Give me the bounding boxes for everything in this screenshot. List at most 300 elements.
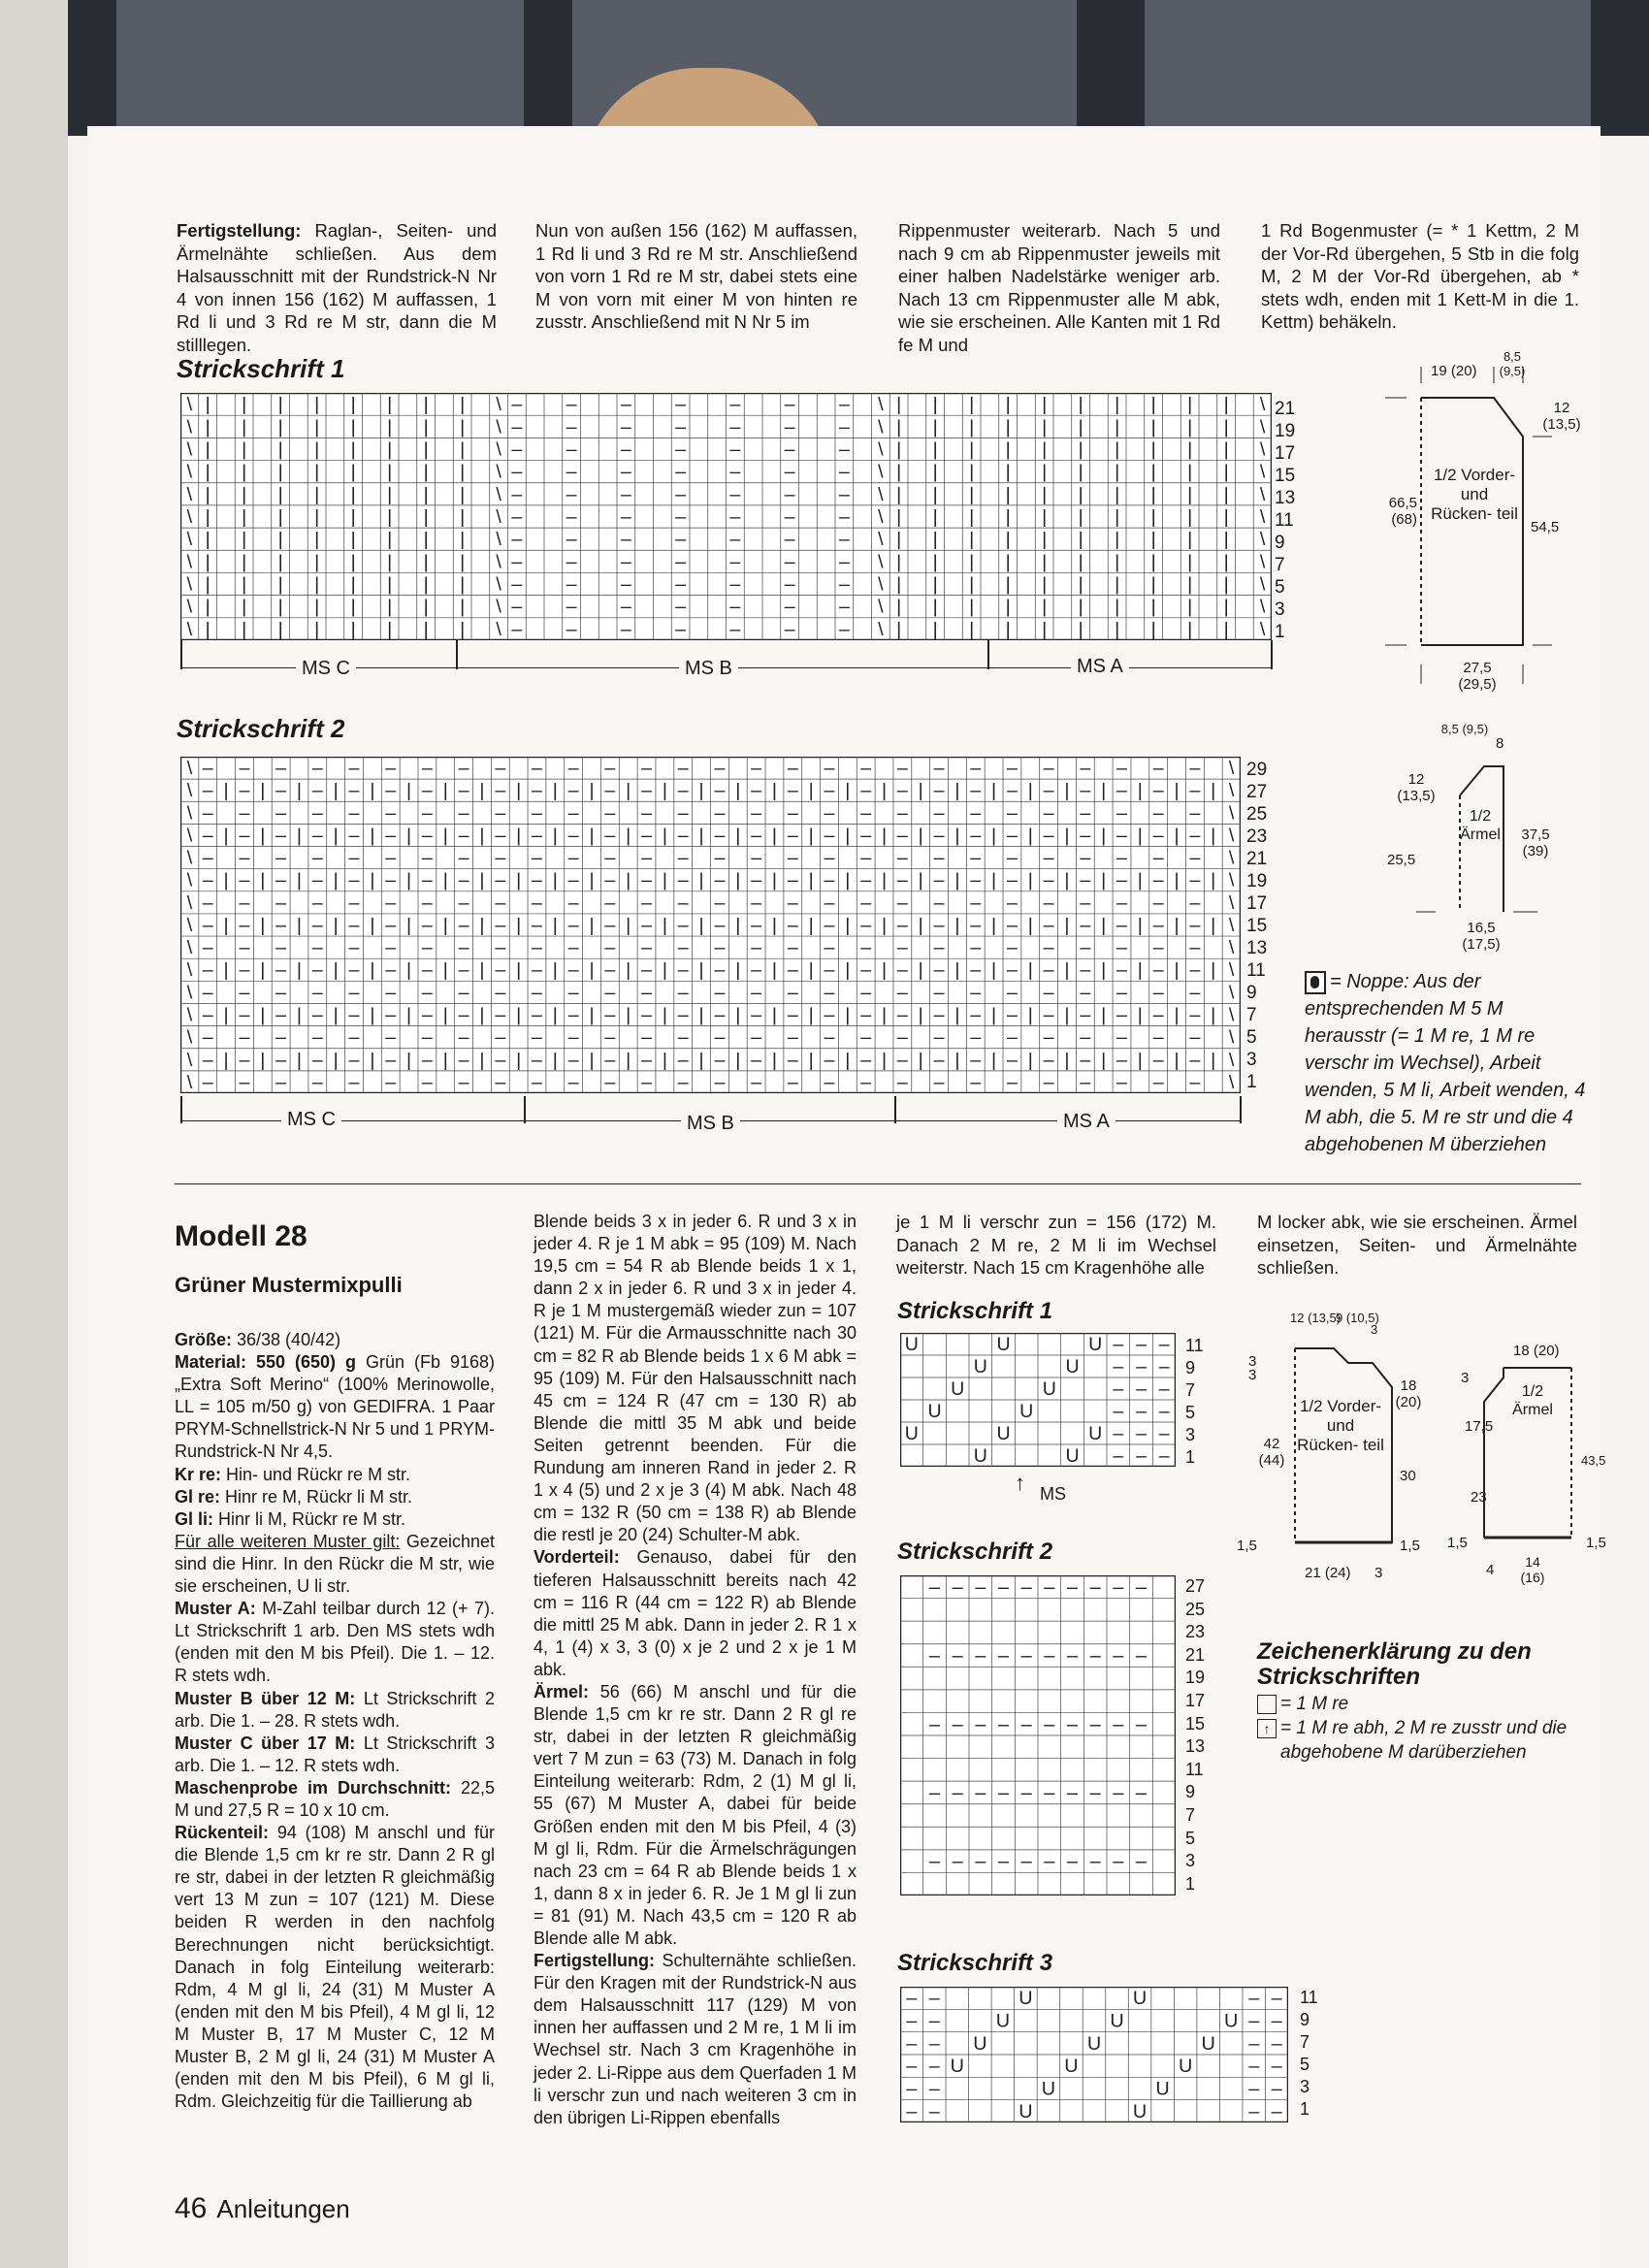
stitch-symbol: –	[714, 758, 726, 780]
stitch-symbol: –	[1189, 1071, 1201, 1093]
stitch-symbol: –	[1271, 1988, 1282, 2010]
stitch-symbol: –	[1006, 802, 1018, 825]
stitch-symbol: –	[677, 982, 689, 1004]
stitch-symbol: |	[1187, 483, 1193, 505]
stitch-symbol: U	[1110, 2010, 1124, 2032]
stitch-symbol: –	[275, 914, 287, 936]
row-number: 21	[1246, 849, 1268, 869]
stitch-symbol: \	[1259, 618, 1266, 640]
stitch-symbol: –	[714, 1049, 726, 1071]
stitch-symbol: \	[1259, 596, 1266, 618]
stitch-symbol: |	[333, 1004, 339, 1026]
stitch-symbol: U	[1018, 1988, 1033, 2010]
section-divider	[175, 1183, 1581, 1184]
stitch-symbol: |	[1115, 416, 1120, 438]
stitch-symbol: |	[808, 780, 814, 802]
stitch-symbol: |	[370, 1049, 375, 1071]
stitch-symbol: –	[784, 551, 795, 573]
stitch-symbol: –	[1135, 1645, 1148, 1668]
stitch-symbol: –	[641, 1071, 653, 1093]
stitch-symbol: –	[1116, 1049, 1127, 1071]
stitch-symbol: |	[277, 438, 283, 461]
stitch-symbol: –	[532, 914, 542, 936]
stitch-symbol: \	[1228, 758, 1235, 780]
ms-divider	[1271, 640, 1273, 669]
stitch-symbol: \	[186, 758, 193, 780]
ms-b-label-2: MS B	[681, 1113, 740, 1135]
stitch-symbol: –	[1135, 1782, 1148, 1804]
stitch-symbol: |	[1174, 1049, 1180, 1071]
stitch-symbol: |	[1223, 438, 1229, 461]
stitch-symbol: –	[311, 914, 323, 936]
stitch-symbol: |	[845, 869, 851, 891]
stitch-symbol: |	[991, 959, 997, 982]
stitch-symbol: |	[314, 416, 320, 438]
stitch-symbol: –	[1020, 1851, 1032, 1873]
stitch-symbol: –	[511, 483, 523, 505]
stitch-symbol: –	[1189, 959, 1201, 982]
stitch-symbol: –	[784, 529, 795, 551]
stitch-symbol: –	[970, 780, 982, 802]
stitch-symbol: |	[845, 959, 851, 982]
stitch-symbol: –	[928, 1988, 940, 2010]
bottom-col-4: M locker abk, wie sie erscheinen. Ärmel einsetzen, Seiten- und Ärmelnähte schließen.	[1257, 1212, 1577, 1278]
stitch-symbol: |	[516, 959, 522, 982]
stitch-symbol: U	[1088, 1333, 1103, 1355]
stitch-symbol: –	[1189, 937, 1201, 959]
row-number: 3	[1185, 1425, 1196, 1444]
stitch-symbol: –	[566, 461, 577, 483]
stitch-symbol: –	[1116, 825, 1127, 847]
row-number: 7	[1300, 2032, 1310, 2052]
stitch-symbol: \	[1259, 551, 1266, 573]
stitch-symbol: –	[1113, 1333, 1124, 1355]
row-number: 25	[1185, 1599, 1206, 1619]
stitch-symbol: |	[1005, 438, 1011, 461]
stitch-symbol: |	[277, 551, 283, 573]
stitch-symbol: –	[275, 847, 287, 869]
stitch-symbol: –	[421, 1071, 433, 1093]
stitch-symbol: –	[1152, 758, 1164, 780]
stitch-symbol: |	[350, 505, 356, 528]
stitch-symbol: –	[348, 1026, 360, 1049]
stitch-symbol: –	[275, 891, 287, 914]
row-number: 17	[1246, 893, 1268, 914]
stitch-symbol: –	[421, 1004, 433, 1026]
stitch-symbol: |	[333, 914, 339, 936]
stitch-symbol: –	[385, 1071, 397, 1093]
stitch-symbol: |	[1137, 914, 1143, 936]
stitch-symbol: –	[567, 959, 579, 982]
stitch-symbol: |	[589, 825, 595, 847]
stitch-symbol: –	[751, 959, 762, 982]
stitch-symbol: |	[1064, 959, 1070, 982]
stitch-symbol: –	[1113, 1422, 1124, 1444]
stitch-symbol: –	[1248, 2056, 1260, 2078]
stitch-symbol: |	[423, 596, 429, 618]
stitch-symbol: –	[604, 959, 616, 982]
stitch-symbol: –	[677, 802, 689, 825]
stitch-symbol: –	[532, 1004, 542, 1026]
stitch-symbol: \	[186, 780, 193, 802]
stitch-symbol: |	[387, 551, 393, 573]
stitch-symbol: –	[311, 758, 323, 780]
chart1-row-numbers	[1275, 398, 1295, 643]
stitch-symbol: |	[223, 914, 229, 936]
stitch-symbol: –	[714, 869, 726, 891]
row-number: 1	[1185, 1447, 1196, 1467]
stitch-symbol: –	[1113, 1713, 1124, 1735]
stitch-symbol: –	[729, 394, 741, 416]
stitch-symbol: |	[932, 505, 938, 528]
stitch-symbol: |	[1005, 596, 1011, 618]
stitch-symbol: |	[698, 1004, 704, 1026]
stitch-symbol: |	[387, 438, 393, 461]
stitch-symbol: |	[442, 959, 448, 982]
stitch-symbol: |	[771, 869, 778, 891]
stitch-symbol: –	[458, 802, 469, 825]
stitch-symbol: –	[1044, 1782, 1055, 1804]
stitch-symbol: |	[1042, 529, 1048, 551]
stitch-symbol: |	[771, 914, 778, 936]
stitch-symbol: –	[202, 937, 213, 959]
stitch-symbol: –	[1066, 1576, 1079, 1599]
ms-divider	[1240, 1096, 1242, 1123]
stitch-symbol: |	[552, 959, 558, 982]
stitch-symbol: –	[348, 758, 360, 780]
stitch-symbol: –	[641, 1026, 653, 1049]
row-number: 19	[1185, 1668, 1206, 1688]
stitch-symbol: –	[620, 573, 631, 596]
stitch-symbol: –	[275, 869, 287, 891]
stitch-symbol: \	[1228, 959, 1235, 982]
stitch-symbol: –	[1080, 982, 1091, 1004]
stitch-symbol: –	[784, 618, 795, 640]
stitch-symbol: –	[824, 914, 835, 936]
stitch-symbol: –	[532, 959, 542, 982]
stitch-symbol: –	[928, 2100, 940, 2122]
stitch-symbol: |	[205, 461, 210, 483]
stitch-symbol: |	[1115, 483, 1120, 505]
stitch-symbol: \	[496, 529, 501, 551]
stitch-symbol: –	[239, 1026, 250, 1049]
stitch-symbol: –	[604, 1026, 616, 1049]
stitch-symbol: |	[277, 529, 283, 551]
stitch-symbol: –	[860, 780, 872, 802]
stitch-symbol: –	[1152, 914, 1164, 936]
stitch-symbol: –	[1152, 869, 1164, 891]
stitch-symbol: –	[1043, 825, 1054, 847]
stitch-symbol: |	[1078, 573, 1083, 596]
stitch-symbol: \	[186, 573, 193, 596]
row-number: 7	[1185, 1804, 1196, 1825]
stitch-symbol: |	[242, 394, 247, 416]
stitch-symbol: |	[808, 825, 814, 847]
stitch-symbol: –	[1271, 2056, 1282, 2078]
stitch-symbol: –	[860, 869, 872, 891]
stitch-symbol: –	[620, 529, 631, 551]
stitch-symbol: |	[314, 529, 320, 551]
stitch-symbol: –	[1080, 1004, 1091, 1026]
stitch-symbol: |	[314, 551, 320, 573]
stitch-symbol: |	[296, 780, 303, 802]
stitch-symbol: –	[838, 483, 850, 505]
stitch-symbol: |	[1115, 551, 1120, 573]
stitch-symbol: –	[495, 914, 506, 936]
stitch-symbol: –	[604, 869, 616, 891]
stitch-symbol: U	[1132, 1988, 1148, 2010]
stitch-symbol: –	[1116, 891, 1127, 914]
stitch-symbol: |	[735, 914, 741, 936]
stitch-symbol: –	[566, 551, 577, 573]
stitch-symbol: –	[385, 847, 397, 869]
stitch-symbol: |	[991, 1004, 997, 1026]
stitch-symbol: |	[1101, 869, 1107, 891]
stitch-symbol: –	[202, 869, 213, 891]
stitch-symbol: \	[1228, 1049, 1235, 1071]
stitch-symbol: –	[675, 551, 687, 573]
stitch-symbol: |	[314, 596, 320, 618]
stitch-symbol: –	[495, 758, 506, 780]
stitch-symbol: |	[1064, 1004, 1070, 1026]
stitch-symbol: –	[933, 780, 945, 802]
stitch-symbol: –	[729, 505, 741, 528]
stitch-symbol: |	[423, 483, 429, 505]
stitch-symbol: –	[385, 780, 397, 802]
stitch-symbol: –	[952, 1576, 963, 1599]
row-number: 7	[1185, 1380, 1196, 1400]
stitch-symbol: –	[751, 937, 762, 959]
stitch-symbol: \	[496, 618, 501, 640]
stitch-symbol: –	[1116, 758, 1127, 780]
stitch-symbol: |	[969, 529, 975, 551]
stitch-symbol: –	[1043, 1071, 1054, 1093]
stitch-symbol: –	[421, 891, 433, 914]
stitch-symbol: –	[532, 802, 542, 825]
stitch-symbol: –	[787, 959, 798, 982]
stitch-symbol: |	[918, 959, 923, 982]
stitch-symbol: –	[677, 937, 689, 959]
stitch-symbol: –	[1089, 1782, 1101, 1804]
stitch-symbol: |	[423, 438, 429, 461]
stitch-symbol: |	[460, 505, 466, 528]
stitch-symbol: |	[205, 394, 210, 416]
stitch-symbol: –	[641, 869, 653, 891]
stitch-symbol: |	[205, 596, 210, 618]
stitch-symbol: \	[186, 959, 193, 982]
stitch-symbol: |	[260, 825, 266, 847]
small-chart1-rows	[1185, 1335, 1204, 1469]
stitch-symbol: |	[205, 618, 210, 640]
stitch-symbol: U	[1155, 2078, 1170, 2100]
stitch-symbol: |	[969, 505, 975, 528]
stitch-symbol: –	[933, 891, 945, 914]
stitch-symbol: –	[729, 551, 741, 573]
stitch-symbol: \	[878, 551, 884, 573]
stitch-symbol: –	[1006, 914, 1018, 936]
stitch-symbol: –	[1113, 1851, 1124, 1873]
stitch-symbol: –	[933, 869, 945, 891]
stitch-symbol: –	[1044, 1851, 1055, 1873]
stitch-symbol: |	[350, 483, 356, 505]
stitch-symbol: –	[604, 1004, 616, 1026]
stitch-symbol: |	[314, 618, 320, 640]
window-pane	[116, 0, 524, 136]
stitch-symbol: |	[442, 914, 448, 936]
stitch-symbol: –	[1006, 937, 1018, 959]
stitch-symbol: \	[496, 505, 501, 528]
stitch-symbol: –	[1248, 2032, 1260, 2055]
stitch-symbol: –	[1020, 1782, 1032, 1804]
stitch-symbol: |	[296, 869, 303, 891]
stitch-symbol: |	[589, 914, 595, 936]
stitch-symbol: |	[626, 959, 631, 982]
stitch-symbol: –	[1080, 914, 1091, 936]
stitch-symbol: –	[275, 937, 287, 959]
stitch-symbol: –	[751, 1004, 762, 1026]
stitch-symbol: |	[406, 1049, 412, 1071]
stitch-symbol: |	[1078, 529, 1083, 551]
stitch-symbol: –	[1189, 1049, 1201, 1071]
stitch-symbol: |	[1027, 1049, 1033, 1071]
row-number: 7	[1275, 555, 1285, 575]
stitch-symbol: |	[1187, 529, 1193, 551]
stitch-symbol: |	[370, 959, 375, 982]
stitch-symbol: |	[314, 394, 320, 416]
stitch-symbol: –	[928, 2010, 940, 2032]
page-footer	[175, 2192, 350, 2225]
stitch-symbol: |	[260, 914, 266, 936]
stitch-symbol: –	[641, 758, 653, 780]
stitch-symbol: –	[348, 959, 360, 982]
small-chart1-title: Strickschrift 1	[897, 1298, 1053, 1324]
stitch-symbol: –	[511, 505, 523, 528]
stitch-symbol: –	[838, 461, 850, 483]
chart2-row-numbers	[1246, 759, 1267, 1093]
stitch-symbol: –	[824, 758, 835, 780]
stitch-symbol: –	[675, 618, 687, 640]
stitch-symbol: \	[1228, 914, 1235, 936]
stitch-symbol: –	[1116, 802, 1127, 825]
stitch-symbol: |	[845, 1004, 851, 1026]
stitch-symbol: |	[1150, 461, 1156, 483]
stitch-symbol: \	[878, 483, 884, 505]
ms-a-label-2: MS A	[1057, 1111, 1116, 1133]
stitch-symbol: –	[896, 847, 908, 869]
stitch-symbol: –	[824, 937, 835, 959]
stitch-symbol: |	[479, 1049, 485, 1071]
stitch-symbol: |	[370, 825, 375, 847]
stitch-symbol: |	[460, 438, 466, 461]
stitch-symbol: –	[511, 551, 523, 573]
stitch-symbol: \	[496, 573, 501, 596]
stitch-symbol: –	[860, 1026, 872, 1049]
top-col-3: Rippenmuster weiterarb. Nach 5 und nach 9 cm ab Rippenmuster jeweils mit einer halben Nadelstärke weniger arb. Nach 13 cm Rippenmuster alle M abk, wie sie erscheinen. Alle Kanten mit 1 Rd fe M und	[898, 220, 1220, 355]
stitch-symbol: –	[1080, 847, 1091, 869]
stitch-symbol: –	[1113, 1377, 1124, 1400]
stitch-symbol: –	[641, 937, 653, 959]
ms-c-label-2: MS C	[281, 1109, 341, 1131]
stitch-symbol: –	[729, 416, 741, 438]
stitch-symbol: –	[1006, 1049, 1018, 1071]
stitch-symbol: –	[860, 1004, 872, 1026]
stitch-symbol: |	[1005, 461, 1011, 483]
stitch-symbol: –	[1113, 1400, 1124, 1422]
stitch-symbol: |	[1174, 780, 1180, 802]
stitch-symbol: |	[406, 869, 412, 891]
stitch-symbol: |	[423, 573, 429, 596]
stitch-symbol: |	[932, 529, 938, 551]
stitch-symbol: –	[495, 869, 506, 891]
stitch-symbol: –	[1135, 1713, 1148, 1735]
stitch-symbol: |	[442, 825, 448, 847]
stitch-symbol: –	[1136, 1333, 1147, 1355]
stitch-symbol: –	[385, 869, 397, 891]
stitch-symbol: |	[242, 416, 247, 438]
stitch-symbol: |	[698, 1049, 704, 1071]
stitch-symbol: |	[918, 825, 923, 847]
stitch-symbol: |	[296, 1004, 303, 1026]
stitch-symbol: –	[1089, 1576, 1101, 1599]
stitch-symbol: |	[1042, 618, 1048, 640]
stitch-symbol: –	[458, 1004, 469, 1026]
stitch-symbol: \	[186, 914, 193, 936]
stitch-symbol: |	[1187, 551, 1193, 573]
stitch-symbol: –	[970, 1004, 982, 1026]
stitch-symbol: |	[1005, 394, 1011, 416]
stitch-symbol: U	[951, 1377, 965, 1400]
stitch-symbol: \	[496, 416, 501, 438]
stitch-symbol: U	[904, 1333, 919, 1355]
stitch-symbol: \	[186, 551, 193, 573]
stitch-symbol: –	[532, 982, 542, 1004]
stitch-symbol: –	[458, 914, 469, 936]
stitch-symbol: |	[406, 914, 412, 936]
stitch-symbol: –	[787, 937, 798, 959]
stitch-symbol: |	[969, 551, 975, 573]
stitch-symbol: |	[1187, 505, 1193, 528]
stitch-symbol: –	[511, 461, 523, 483]
stitch-symbol: U	[950, 2056, 964, 2078]
stitch-symbol: |	[423, 394, 429, 416]
stitch-symbol: |	[932, 483, 938, 505]
stitch-symbol: –	[385, 825, 397, 847]
stitch-symbol: –	[1043, 937, 1054, 959]
stitch-symbol: –	[202, 780, 213, 802]
model-subtitle: Grüner Mustermixpulli	[175, 1273, 403, 1297]
stitch-symbol: –	[1116, 1071, 1127, 1093]
stitch-symbol: \	[186, 461, 193, 483]
stitch-symbol: –	[311, 1071, 323, 1093]
stitch-symbol: –	[933, 1071, 945, 1093]
stitch-symbol: |	[516, 1004, 522, 1026]
stitch-symbol: U	[1042, 1377, 1056, 1400]
row-number: 15	[1246, 916, 1268, 936]
stitch-symbol: –	[421, 914, 433, 936]
stitch-symbol: –	[824, 847, 835, 869]
body-schematic-small: 12 (13,5) 9 (10,5) 3 3 3 18 (20) 42 (44) 30 21 (24) 3 1,5 1,5 1/2 Vorder- und Rücken- teil	[1237, 1311, 1422, 1581]
stitch-symbol: –	[860, 758, 872, 780]
stitch-symbol: |	[808, 1004, 814, 1026]
stitch-symbol: –	[824, 1071, 835, 1093]
stitch-symbol: –	[1152, 802, 1164, 825]
stitch-symbol: |	[1064, 914, 1070, 936]
stitch-symbol: |	[277, 618, 283, 640]
stitch-symbol: |	[460, 573, 466, 596]
stitch-symbol: |	[698, 914, 704, 936]
stitch-symbol: –	[239, 758, 250, 780]
stitch-symbol: –	[1152, 937, 1164, 959]
